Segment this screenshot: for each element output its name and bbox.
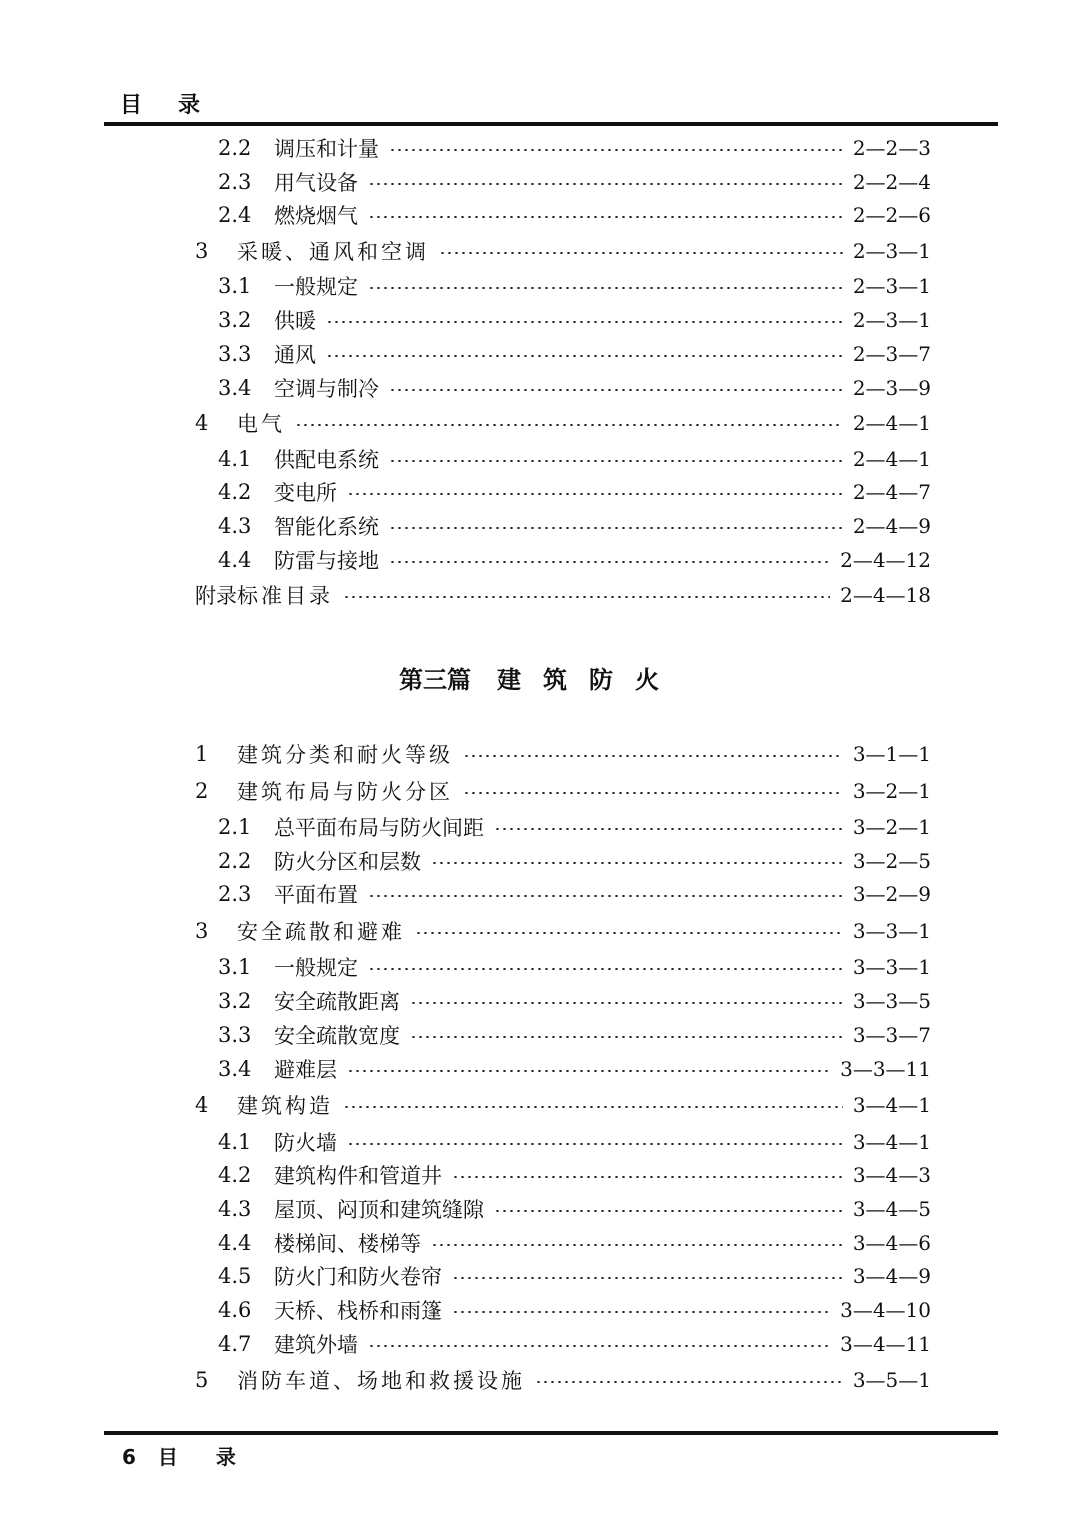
toc-entry-number: 3.1 <box>218 274 252 299</box>
toc-entry-number: 2.2 <box>218 848 252 873</box>
dot-leader <box>347 493 843 495</box>
dot-leader <box>368 968 843 970</box>
toc-entry-title: 总平面布局与防火间距 <box>274 816 484 840</box>
toc-section-entry <box>195 166 931 198</box>
toc-entry-title: 变电所 <box>274 481 337 506</box>
toc-entry-title: 避难层 <box>274 1057 337 1082</box>
toc-entry-number: 3.3 <box>218 341 252 366</box>
running-header-title: 目录 <box>120 93 237 118</box>
toc-entry-title: 楼梯间、楼梯等 <box>274 1231 421 1256</box>
toc-entry-page: 3—4—9 <box>852 1264 931 1289</box>
toc-entry-number: 1 <box>195 742 209 766</box>
footer-title: 目录 <box>157 1445 274 1469</box>
toc-chapter-entry <box>195 235 931 267</box>
dot-leader <box>452 1311 830 1313</box>
toc-entry-page: 3—4—3 <box>852 1163 931 1188</box>
toc-entry-page: 3—3—7 <box>852 1022 931 1047</box>
toc-entry-page: 2—2—6 <box>852 203 931 228</box>
toc-entry-title: 电气 <box>237 412 285 436</box>
dot-leader <box>368 895 843 897</box>
toc-entry-title: 安全疏散距离 <box>274 990 400 1015</box>
toc-entry-title: 消防车道、场地和救援设施 <box>237 1369 525 1394</box>
toc-entry-title: 智能化系统 <box>274 514 379 539</box>
dot-leader <box>389 460 843 462</box>
toc-section-entry <box>195 878 931 910</box>
toc-entry-page: 2—4—7 <box>852 480 931 505</box>
toc-section-entry <box>195 985 931 1017</box>
dot-leader <box>368 216 843 218</box>
toc-entry-page: 3—3—1 <box>852 955 931 980</box>
toc-section-entry <box>195 1260 931 1292</box>
toc-entry-page: 2—2—3 <box>852 136 931 160</box>
dot-leader <box>410 1002 843 1004</box>
toc-chapter-entry <box>195 915 931 947</box>
toc-entry-number: 2.3 <box>218 169 252 194</box>
toc-section-entry <box>195 443 931 475</box>
dot-leader <box>494 828 843 830</box>
toc-section-entry <box>195 372 931 404</box>
toc-section-entry <box>195 476 931 508</box>
toc-entry-number: 4.2 <box>218 1163 252 1188</box>
toc-entry-page: 2—4—18 <box>840 583 931 608</box>
toc-section-entry <box>195 338 931 370</box>
dot-leader <box>343 1106 843 1108</box>
toc-entry-title: 建筑构造 <box>237 1094 333 1118</box>
toc-entry-page: 2—2—4 <box>852 169 931 194</box>
toc-entry-page: 3—2—1 <box>852 778 931 803</box>
toc-section-entry <box>195 845 931 877</box>
dot-leader <box>368 1345 830 1347</box>
toc-entry-title: 防雷与接地 <box>274 548 379 573</box>
toc-entry-title: 调压和计量 <box>274 137 379 161</box>
dot-leader <box>389 527 843 529</box>
dot-leader <box>415 932 843 934</box>
toc-entry-number: 4.1 <box>218 446 252 471</box>
toc-entry-number: 3.4 <box>218 375 252 400</box>
toc-entry-number: 4.3 <box>218 513 252 538</box>
toc-section-entry <box>195 811 931 843</box>
toc-entry-page: 2—4—9 <box>852 513 931 538</box>
toc-entry-page: 2—3—1 <box>852 238 931 263</box>
toc-entry-number: 2.2 <box>218 136 252 160</box>
toc-entry-page: 3—4—11 <box>840 1331 931 1356</box>
footer-page-number: 6 <box>122 1445 136 1469</box>
toc-chapter-entry <box>195 1089 931 1121</box>
dot-leader <box>347 1070 830 1072</box>
toc-entry-number: 4.4 <box>218 547 252 572</box>
toc-entry-page: 3—1—1 <box>852 742 931 766</box>
dot-leader <box>431 862 843 864</box>
toc-section-entry <box>195 1227 931 1259</box>
toc-section-entry <box>195 1053 931 1085</box>
toc-entry-title: 防火分区和层数 <box>274 849 421 874</box>
toc-entry-number: 3.3 <box>218 1022 252 1047</box>
toc-entry-page: 3—4—10 <box>840 1298 931 1322</box>
toc-entry-page: 3—3—11 <box>840 1056 931 1081</box>
toc-entry-number: 4.2 <box>218 480 252 505</box>
toc-entry-title: 空调与制冷 <box>274 376 379 401</box>
toc-entry-number: 4.4 <box>218 1230 252 1255</box>
toc-entry-number: 3.2 <box>218 308 252 333</box>
toc-entry-title: 建筑布局与防火分区 <box>237 779 453 804</box>
toc-section-entry <box>195 1126 931 1158</box>
dot-leader <box>463 792 843 794</box>
toc-section-entry <box>195 1328 931 1360</box>
toc-entry-title: 一般规定 <box>274 956 358 981</box>
toc-entry-number: 4.6 <box>218 1298 252 1322</box>
toc-entry-title: 供暖 <box>274 309 316 334</box>
toc-entry-page: 2—4—12 <box>840 547 931 572</box>
toc-entry-number: 4.7 <box>218 1331 252 1356</box>
dot-leader <box>368 287 843 289</box>
part-heading <box>0 660 1080 695</box>
toc-entry-title: 燃烧烟气 <box>274 204 358 229</box>
toc-entry-page: 3—4—5 <box>852 1196 931 1221</box>
toc-chapter-entry <box>195 775 931 807</box>
toc-entry-number: 2 <box>195 778 209 803</box>
header-rule <box>104 122 998 126</box>
toc-entry-title: 标准目录 <box>237 584 333 609</box>
toc-entry-number: 4 <box>195 411 209 435</box>
toc-entry-page: 3—2—1 <box>852 815 931 839</box>
toc-section-entry <box>195 270 931 302</box>
toc-entry-number: 5 <box>195 1368 209 1393</box>
toc-entry-page: 2—3—7 <box>852 341 931 366</box>
toc-entry-title: 防火墙 <box>274 1130 337 1155</box>
toc-entry-title: 安全疏散和避难 <box>237 919 405 944</box>
toc-entry-title: 采暖、通风和空调 <box>237 239 429 264</box>
toc-entry-title: 屋顶、闷顶和建筑缝隙 <box>274 1197 484 1222</box>
toc-entry-title: 安全疏散宽度 <box>274 1023 400 1048</box>
dot-leader <box>410 1036 843 1038</box>
toc-entry-page: 3—5—1 <box>852 1368 931 1393</box>
toc-chapter-entry <box>195 738 931 770</box>
toc-section-entry <box>195 132 931 164</box>
toc-entry-number: 3 <box>195 918 209 943</box>
toc-entry-title: 防火门和防火卷帘 <box>274 1265 442 1290</box>
toc-section-entry <box>195 304 931 336</box>
toc-entry-page: 2—4—1 <box>852 411 931 435</box>
toc-entry-title: 建筑外墙 <box>274 1332 358 1357</box>
toc-entry-title: 供配电系统 <box>274 447 379 472</box>
toc-entry-title: 一般规定 <box>274 275 358 300</box>
toc-entry-number: 3 <box>195 238 209 263</box>
toc-section-entry <box>195 951 931 983</box>
dot-leader <box>295 424 843 426</box>
toc-entry-number: 附录 <box>195 584 237 609</box>
toc-entry-page: 3—4—1 <box>852 1093 931 1117</box>
part-label: 第三篇 <box>399 666 471 694</box>
toc-entry-title: 建筑分类和耐火等级 <box>237 743 453 767</box>
toc-entry-page: 3—4—6 <box>852 1230 931 1255</box>
dot-leader <box>389 389 843 391</box>
dot-leader <box>439 252 843 254</box>
toc-chapter-entry <box>195 407 931 439</box>
toc-entry-number: 4.3 <box>218 1196 252 1221</box>
dot-leader <box>326 355 843 357</box>
toc-entry-title: 用气设备 <box>274 170 358 195</box>
running-footer <box>122 1441 274 1470</box>
dot-leader <box>494 1210 843 1212</box>
toc-entry-page: 3—3—1 <box>852 918 931 943</box>
toc-entry-title: 天桥、栈桥和雨篷 <box>274 1299 442 1323</box>
toc-entry-page: 2—4—1 <box>852 446 931 471</box>
toc-section-entry <box>195 1294 931 1326</box>
toc-entry-number: 3.4 <box>218 1056 252 1081</box>
toc-entry-page: 3—3—5 <box>852 989 931 1014</box>
toc-section-entry <box>195 544 931 576</box>
toc-entry-number: 4.1 <box>218 1129 252 1154</box>
toc-entry-page: 3—2—5 <box>852 848 931 873</box>
toc-entry-page: 2—3—1 <box>852 274 931 299</box>
toc-entry-page: 2—3—9 <box>852 375 931 400</box>
dot-leader <box>389 561 830 563</box>
toc-chapter-entry <box>195 579 931 611</box>
dot-leader <box>343 596 830 598</box>
dot-leader <box>326 321 843 323</box>
part-name: 建筑防火 <box>497 666 681 694</box>
toc-section-entry <box>195 1159 931 1191</box>
toc-entry-title: 建筑构件和管道井 <box>274 1164 442 1189</box>
dot-leader <box>535 1381 843 1383</box>
toc-entry-number: 2.1 <box>218 815 252 839</box>
toc-entry-page: 2—3—1 <box>852 308 931 333</box>
toc-entry-number: 4 <box>195 1093 209 1117</box>
dot-leader <box>463 755 843 757</box>
toc-section-entry <box>195 1019 931 1051</box>
dot-leader <box>389 149 843 151</box>
dot-leader <box>452 1176 843 1178</box>
toc-entry-title: 平面布置 <box>274 883 358 908</box>
toc-entry-page: 3—4—1 <box>852 1129 931 1154</box>
toc-entry-number: 4.5 <box>218 1264 252 1289</box>
toc-chapter-entry <box>195 1364 931 1396</box>
dot-leader <box>347 1143 843 1145</box>
dot-leader <box>368 183 843 185</box>
dot-leader <box>452 1277 843 1279</box>
toc-section-entry <box>195 1193 931 1225</box>
dot-leader <box>431 1244 843 1246</box>
toc-entry-number: 3.2 <box>218 989 252 1014</box>
toc-entry-page: 3—2—9 <box>852 882 931 907</box>
toc-entry-number: 3.1 <box>218 955 252 980</box>
toc-entry-number: 2.4 <box>218 203 252 228</box>
toc-section-entry <box>195 510 931 542</box>
toc-entry-title: 通风 <box>274 342 316 367</box>
toc-entry-number: 2.3 <box>218 882 252 907</box>
toc-section-entry <box>195 199 931 231</box>
footer-rule <box>104 1431 998 1435</box>
